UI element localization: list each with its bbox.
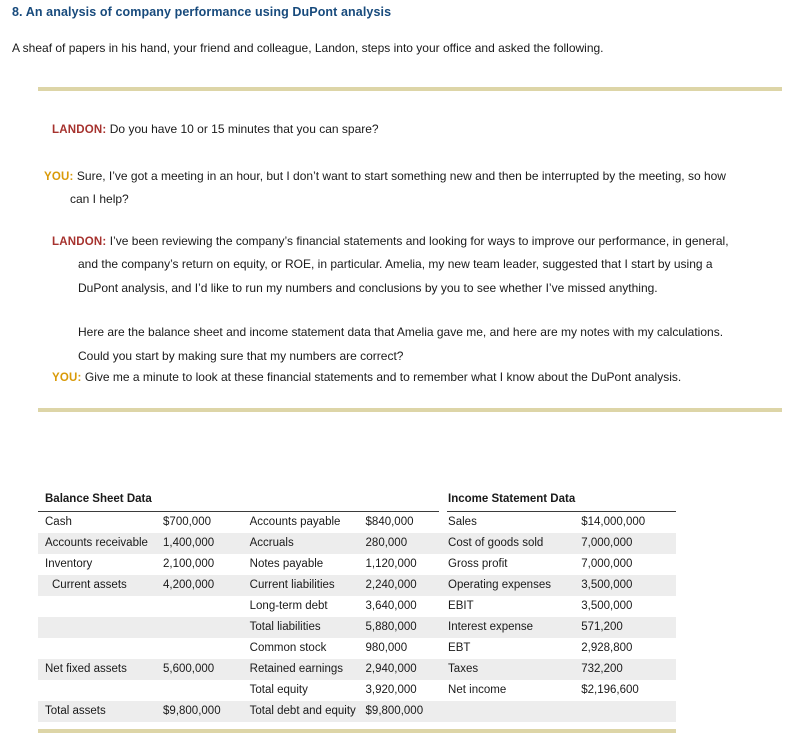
is_value: 2,928,800 [581, 642, 633, 654]
asset_value [157, 680, 243, 701]
asset_value: $700,000 [163, 516, 211, 528]
asset_label [38, 638, 157, 659]
is_label: Net income [448, 684, 507, 696]
asset_label: Current assets [38, 575, 157, 596]
is_label: Gross profit [448, 558, 508, 570]
table-row [38, 680, 676, 701]
table-row [38, 701, 676, 722]
page-title: 8. An analysis of company performance using DuPont analysis [12, 5, 392, 19]
asset_value [157, 596, 243, 617]
speaker-label-landon: LANDON: [52, 124, 107, 136]
dialogue-text: Sure, I’ve got a meeting in an hour, but I don’t want to start something new and then be interrupted by the meeting, so how [76, 169, 726, 183]
dialogue-turn-you-2 [52, 366, 782, 389]
column-gap [439, 575, 447, 596]
table-row [38, 575, 676, 596]
liab_label: Accruals [243, 533, 360, 554]
liab_value: 5,880,000 [360, 617, 439, 638]
speaker-label-you: YOU: [52, 372, 82, 384]
dialogue-turn-you-1 [44, 165, 782, 212]
dialogue-text: Could you start by making sure that my numbers are correct? [78, 348, 404, 363]
speaker-label-you: YOU: [44, 171, 74, 183]
intro-paragraph: A sheaf of papers in his hand, your friend and colleague, Landon, steps into your office and asked the following. [12, 41, 604, 55]
dialogue-turn-landon-1 [52, 118, 782, 141]
dialogue-text: and the company’s return on equity, or ROE, in particular. Amelia, my new team leader, suggested that I start by using a [78, 257, 713, 272]
table-row [38, 638, 676, 659]
liab_value: 3,640,000 [365, 600, 417, 612]
liab_label: Notes payable [249, 558, 324, 570]
header-gap [439, 488, 447, 512]
is_label: EBT [448, 642, 471, 654]
column-gap [439, 533, 447, 554]
is_label: Sales [448, 516, 477, 528]
liab_label: Long-term debt [249, 600, 328, 612]
is_value: $14,000,000 [581, 516, 646, 528]
income-statement-header: Income Statement Data [447, 488, 575, 512]
liab_value: 1,120,000 [365, 558, 417, 570]
is_label [447, 701, 575, 722]
dialogue-text: can I help? [70, 192, 129, 207]
is_value: 571,200 [575, 617, 676, 638]
financial-table [38, 488, 676, 722]
header-spacer-4 [575, 488, 676, 512]
financial-data-table [38, 488, 676, 722]
asset_value [157, 617, 243, 638]
is_value: 732,200 [575, 659, 676, 680]
balance-sheet-header: Balance Sheet Data [38, 488, 157, 512]
dialogue-text: Give me a minute to look at these financial statements and to remember what I know about the DuPont analysis. [84, 370, 682, 384]
asset_value: 5,600,000 [157, 659, 243, 680]
table-bottom-divider [38, 729, 676, 733]
column-gap [439, 512, 447, 534]
column-gap [439, 554, 447, 575]
dialogue-text: I’ve been reviewing the company’s financial statements and looking for ways to improve our performance, in general, [109, 234, 729, 248]
liab_label: Accounts payable [249, 516, 341, 528]
speaker-label-landon: LANDON: [52, 236, 107, 248]
dialogue-text: Here are the balance sheet and income statement data that Amelia gave me, and here are my notes with my calculations. [78, 325, 724, 340]
liab_label: Common stock [249, 642, 327, 654]
asset_value: 4,200,000 [157, 575, 243, 596]
dialogue-text: Do you have 10 or 15 minutes that you can spare? [109, 122, 379, 136]
is_value: 3,500,000 [581, 600, 633, 612]
liab_label: Total debt and equity [243, 701, 360, 722]
header-spacer-1 [157, 488, 243, 512]
table-row [38, 659, 676, 680]
is_label: Cost of goods sold [447, 533, 575, 554]
asset_label: Cash [45, 516, 72, 528]
liab_label: Current liabilities [243, 575, 360, 596]
asset_value: 1,400,000 [157, 533, 243, 554]
is_label: Operating expenses [447, 575, 575, 596]
liab_value: $9,800,000 [360, 701, 439, 722]
column-gap [439, 659, 447, 680]
column-gap [439, 638, 447, 659]
table-row [38, 596, 676, 617]
asset_label: Inventory [45, 558, 93, 570]
dialogue-text: DuPont analysis, and I’d like to run my numbers and conclusions by you to see whether I’ve missed anything. [78, 280, 658, 295]
dialogue-turn-landon-2 [52, 230, 782, 368]
liab_value: 280,000 [360, 533, 439, 554]
asset_label [38, 596, 157, 617]
liab_value: 980,000 [365, 642, 408, 654]
column-gap [439, 617, 447, 638]
asset_label: Total assets [38, 701, 157, 722]
liab_value: $840,000 [365, 516, 414, 528]
table-row [38, 554, 676, 575]
column-gap [439, 680, 447, 701]
column-gap [439, 596, 447, 617]
table-group-header-row [38, 488, 676, 512]
liab_label: Total liabilities [243, 617, 360, 638]
liab_value: 3,920,000 [365, 684, 417, 696]
asset_value [157, 638, 243, 659]
is_value: 7,000,000 [581, 558, 633, 570]
asset_label: Accounts receivable [38, 533, 157, 554]
table-row [38, 512, 676, 534]
is_value: $2,196,600 [581, 684, 639, 696]
is_value: 7,000,000 [575, 533, 676, 554]
financial-table-body [38, 488, 676, 722]
liab_label: Total equity [249, 684, 308, 696]
is_label: Interest expense [447, 617, 575, 638]
is_value: 3,500,000 [575, 575, 676, 596]
asset_value: $9,800,000 [157, 701, 243, 722]
asset_label: Net fixed assets [38, 659, 157, 680]
table-row [38, 533, 676, 554]
asset_label [38, 617, 157, 638]
dialogue-spacer [52, 300, 782, 321]
is_label: Taxes [447, 659, 575, 680]
liab_label: Retained earnings [243, 659, 360, 680]
column-gap [439, 701, 447, 722]
header-spacer-2 [243, 488, 360, 512]
asset_label [38, 680, 157, 701]
asset_value: 2,100,000 [163, 558, 215, 570]
liab_value: 2,940,000 [360, 659, 439, 680]
dialogue-bottom-divider [38, 408, 782, 412]
header-spacer-3 [360, 488, 439, 512]
table-row [38, 617, 676, 638]
liab_value: 2,240,000 [360, 575, 439, 596]
is_value [575, 701, 676, 722]
is_label: EBIT [448, 600, 474, 612]
dialogue-top-divider [38, 87, 782, 91]
